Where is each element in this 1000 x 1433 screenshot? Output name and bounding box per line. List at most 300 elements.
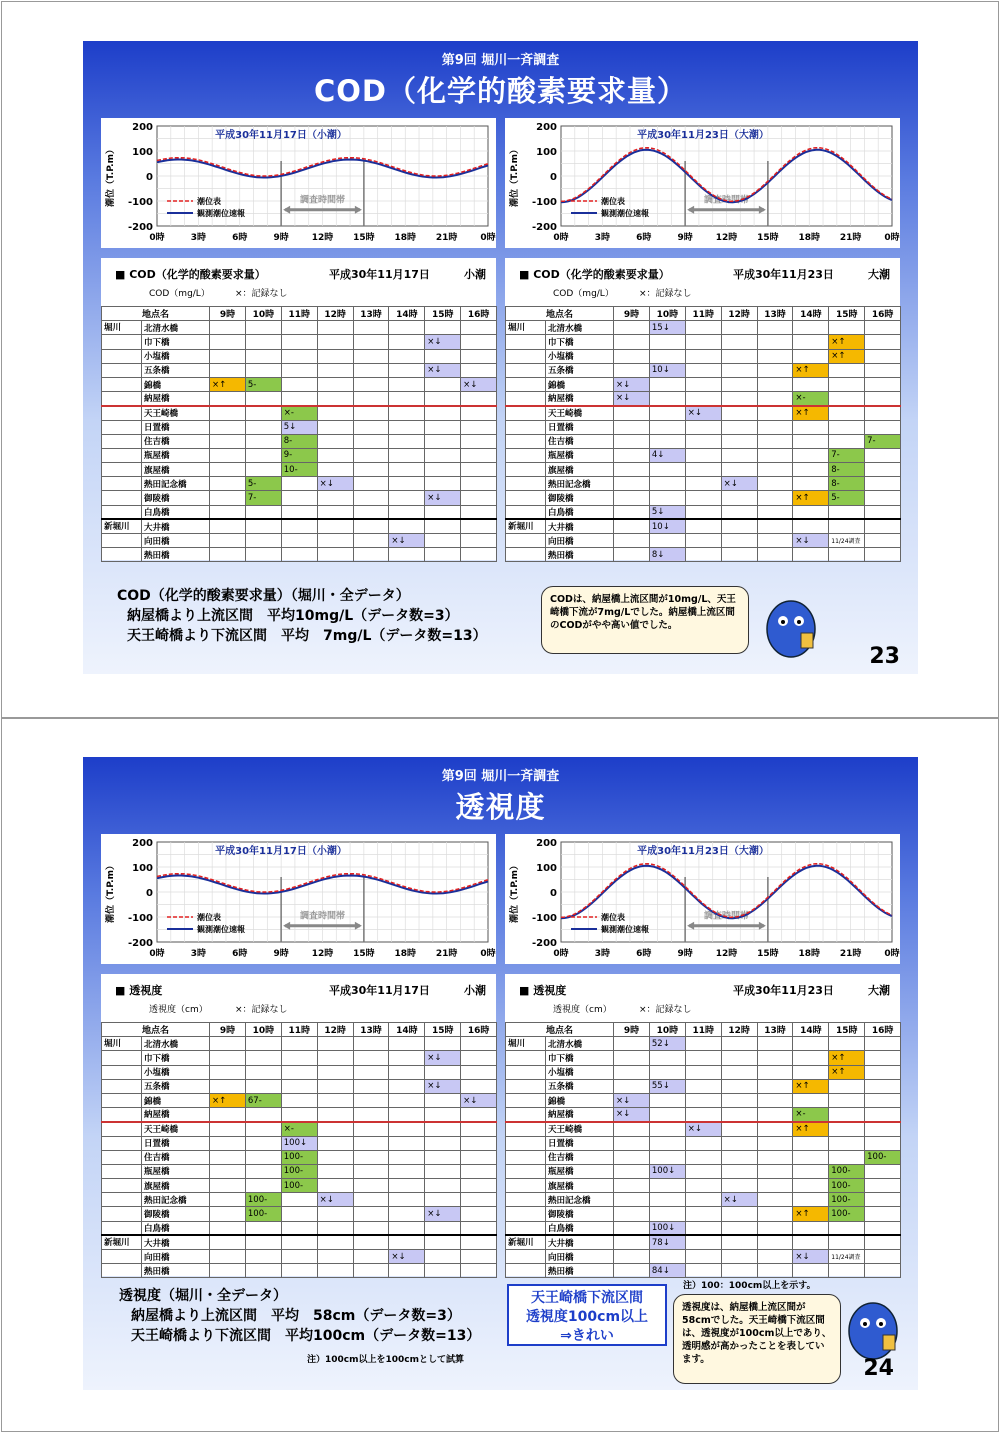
value-cell: [245, 335, 281, 349]
value-cell: [210, 463, 246, 477]
value-cell: [757, 335, 793, 349]
value-cell: [757, 519, 793, 533]
value-cell: [865, 1037, 901, 1051]
group-label: [506, 491, 546, 505]
value-cell: [721, 363, 757, 377]
value-cell: [353, 463, 389, 477]
value-cell: [685, 448, 721, 462]
value-cell: [614, 534, 650, 548]
group-label: [102, 477, 142, 491]
value-cell: [685, 463, 721, 477]
mascot-pupil: [797, 620, 801, 624]
x-tick-label: 3時: [190, 233, 207, 243]
value-cell: ×↓: [793, 1250, 829, 1264]
column-header: 10時: [649, 307, 685, 321]
value-cell: [425, 434, 461, 448]
value-cell: 5-: [829, 491, 865, 505]
value-cell: [757, 491, 793, 505]
group-label: [506, 1179, 546, 1193]
value-cell: [614, 1037, 650, 1051]
value-cell: [317, 321, 353, 335]
station-name: 納屋橋: [142, 1108, 210, 1122]
value-cell: [793, 1264, 829, 1278]
value-cell: [353, 1065, 389, 1079]
group-label: [506, 1250, 546, 1264]
table-legend-note: ×：記録なし: [235, 289, 288, 299]
value-cell: [389, 1221, 425, 1235]
value-cell: [757, 349, 793, 363]
value-cell: 7-: [829, 448, 865, 462]
value-cell: [614, 1136, 650, 1150]
value-cell: [649, 1179, 685, 1193]
group-label: [506, 1122, 546, 1136]
value-cell: [829, 1221, 865, 1235]
value-cell: ×↓: [425, 1207, 461, 1221]
station-name: 大井橋: [142, 1235, 210, 1249]
x-tick-label: 15時: [353, 949, 375, 959]
group-label: [102, 1136, 142, 1150]
table-row: [102, 463, 497, 477]
table-unit: COD（mg/L）: [149, 289, 210, 299]
table-row: [506, 1264, 901, 1278]
value-cell: 8-: [829, 463, 865, 477]
value-cell: [649, 491, 685, 505]
value-cell: [757, 534, 793, 548]
value-cell: [757, 1221, 793, 1235]
value-cell: [461, 477, 497, 491]
value-cell: [353, 420, 389, 434]
value-cell: [829, 1079, 865, 1093]
table-row: [102, 1037, 497, 1051]
table-row: [506, 1221, 901, 1235]
value-cell: 7-: [865, 434, 901, 448]
value-cell: [353, 1108, 389, 1122]
value-cell: [757, 1065, 793, 1079]
value-cell: [865, 548, 901, 562]
value-cell: [353, 1264, 389, 1278]
group-label: [506, 420, 546, 434]
station-name: 大井橋: [546, 519, 614, 533]
value-cell: 100-: [829, 1207, 865, 1221]
value-cell: 100-: [281, 1150, 317, 1164]
value-cell: [389, 477, 425, 491]
value-cell: [317, 377, 353, 391]
value-cell: [865, 1122, 901, 1136]
station-name: 熱田記念橋: [546, 1193, 614, 1207]
station-table: [505, 1022, 901, 1278]
value-cell: [210, 1264, 246, 1278]
value-cell: [461, 335, 497, 349]
x-tick-label: 12時: [311, 233, 334, 243]
y-tick-label: 200: [536, 838, 557, 849]
value-cell: [614, 1122, 650, 1136]
value-cell: [614, 519, 650, 533]
station-name: 五条橋: [546, 363, 614, 377]
table-tide: 小潮: [464, 268, 486, 281]
data-table-left: [101, 258, 496, 560]
station-name: 御陵橋: [546, 491, 614, 505]
value-cell: [757, 434, 793, 448]
value-cell: [721, 1051, 757, 1065]
value-cell: [685, 434, 721, 448]
group-label: [102, 1079, 142, 1093]
value-cell: [317, 505, 353, 519]
value-cell: [793, 1150, 829, 1164]
column-header: 9時: [614, 1023, 650, 1037]
value-cell: [865, 420, 901, 434]
table-legend-note: ×：記録なし: [639, 1005, 692, 1015]
value-cell: ×↓: [614, 1093, 650, 1107]
header-row: [102, 1023, 497, 1037]
table-row: [506, 1164, 901, 1178]
station-name: 北清水橋: [546, 321, 614, 335]
value-cell: [210, 477, 246, 491]
y-tick-label: 100: [132, 147, 153, 158]
value-cell: [389, 406, 425, 420]
value-cell: [865, 448, 901, 462]
station-name: 御陵橋: [142, 1207, 210, 1221]
value-cell: [721, 1079, 757, 1093]
value-cell: [757, 548, 793, 562]
value-cell: [317, 363, 353, 377]
value-cell: [649, 1250, 685, 1264]
value-cell: [461, 1207, 497, 1221]
value-cell: [614, 406, 650, 420]
value-cell: [614, 1179, 650, 1193]
column-header: 14時: [389, 307, 425, 321]
table-row: [506, 420, 901, 434]
station-name: 錦橋: [546, 377, 614, 391]
value-cell: [757, 363, 793, 377]
station-name: 向田橋: [546, 534, 614, 548]
value-cell: [793, 448, 829, 462]
value-cell: [865, 392, 901, 406]
table-title: ■ COD（化学的酸素要求量）: [115, 268, 266, 281]
summary-upstream: 納屋橋より上流区間 平均10mg/L（データ数=3）: [127, 608, 459, 624]
station-name: 北清水橋: [546, 1037, 614, 1051]
value-cell: ×↓: [721, 477, 757, 491]
value-cell: [757, 1051, 793, 1065]
value-cell: [829, 392, 865, 406]
value-cell: [353, 1164, 389, 1178]
table-row: [102, 519, 497, 533]
value-cell: [685, 1207, 721, 1221]
value-cell: [210, 1136, 246, 1150]
value-cell: [721, 434, 757, 448]
table-row: [506, 434, 901, 448]
value-cell: 100-: [245, 1193, 281, 1207]
value-cell: [461, 420, 497, 434]
value-cell: [721, 321, 757, 335]
mascot-pupil: [879, 1322, 883, 1326]
value-cell: [281, 377, 317, 391]
station-name: 巾下橋: [142, 335, 210, 349]
value-cell: [461, 1193, 497, 1207]
group-label: [102, 349, 142, 363]
value-cell: [389, 420, 425, 434]
value-cell: [757, 463, 793, 477]
table-row: [506, 519, 901, 533]
value-cell: 8-: [829, 477, 865, 491]
table-row: [102, 363, 497, 377]
group-label: 堀川: [506, 321, 546, 335]
column-header: 10時: [245, 1023, 281, 1037]
value-cell: [649, 1136, 685, 1150]
value-cell: 15↓: [649, 321, 685, 335]
value-cell: [281, 1108, 317, 1122]
y-tick-label: -200: [127, 222, 153, 233]
value-cell: [685, 477, 721, 491]
value-cell: ×↓: [389, 1250, 425, 1264]
value-cell: [685, 321, 721, 335]
value-cell: ×-: [281, 406, 317, 420]
station-name: 住吉橋: [142, 1150, 210, 1164]
value-cell: 84↓: [649, 1264, 685, 1278]
value-cell: 8-: [281, 434, 317, 448]
value-cell: 100↓: [649, 1221, 685, 1235]
value-cell: [685, 1150, 721, 1164]
value-cell: [685, 1093, 721, 1107]
station-name: 天王崎橋: [546, 1122, 614, 1136]
station-table: [101, 306, 497, 562]
station-name: 天王崎橋: [142, 406, 210, 420]
value-cell: [865, 477, 901, 491]
value-cell: [317, 420, 353, 434]
value-cell: [245, 1065, 281, 1079]
value-cell: [865, 1179, 901, 1193]
value-cell: [425, 1108, 461, 1122]
value-cell: [245, 392, 281, 406]
value-cell: [865, 1207, 901, 1221]
value-cell: [317, 335, 353, 349]
speech-bubble: CODは、納屋橋上流区間が10mg/L、天王崎橋下流が7mg/Lでした。納屋橋上流区間のCODがやや高い値でした。: [541, 586, 749, 654]
value-cell: [829, 321, 865, 335]
table-row: [102, 1065, 497, 1079]
station-name: 小塩橋: [546, 1065, 614, 1079]
value-cell: ×↓: [721, 1193, 757, 1207]
station-name: 熱田記念橋: [546, 477, 614, 491]
value-cell: [353, 1051, 389, 1065]
station-name: 旗屋橋: [546, 463, 614, 477]
mascot-flag: [883, 1335, 895, 1350]
value-cell: [317, 1051, 353, 1065]
x-tick-label: 6時: [232, 949, 248, 959]
chart-title: 平成30年11月23日（大潮）: [637, 846, 769, 857]
value-cell: [865, 1051, 901, 1065]
group-label: 新堀川: [506, 1235, 546, 1249]
value-cell: [210, 349, 246, 363]
group-label: [102, 1164, 142, 1178]
value-cell: [353, 363, 389, 377]
value-cell: [793, 1136, 829, 1150]
station-name: 五条橋: [142, 363, 210, 377]
station-name: 御陵橋: [546, 1207, 614, 1221]
value-cell: 5-: [245, 377, 281, 391]
value-cell: [317, 1221, 353, 1235]
value-cell: [461, 1065, 497, 1079]
value-cell: ×↓: [614, 392, 650, 406]
y-axis-label: 潮位（T.P.m）: [510, 861, 520, 923]
value-cell: [829, 519, 865, 533]
value-cell: [793, 1221, 829, 1235]
value-cell: [461, 1179, 497, 1193]
mascot-pupil: [863, 1322, 867, 1326]
value-cell: [317, 349, 353, 363]
group-label: [102, 1051, 142, 1065]
column-header: 16時: [865, 307, 901, 321]
x-tick-label: 0時: [480, 949, 496, 959]
value-cell: [829, 1150, 865, 1164]
header-row: [506, 307, 901, 321]
group-label: [506, 335, 546, 349]
value-cell: [210, 392, 246, 406]
value-cell: [353, 491, 389, 505]
summary-upstream: 納屋橋より上流区間 平均 58cm（データ数=3）: [131, 1308, 461, 1324]
legend-label: 潮位表: [197, 197, 221, 206]
value-cell: [649, 1051, 685, 1065]
value-cell: ×↑: [829, 1065, 865, 1079]
table-header: [505, 258, 900, 304]
legend-label: 観測潮位速報: [197, 925, 245, 934]
value-cell: [685, 1235, 721, 1249]
y-tick-label: -200: [531, 222, 557, 233]
value-cell: [461, 1136, 497, 1150]
value-cell: [461, 349, 497, 363]
x-tick-label: 0時: [149, 949, 165, 959]
value-cell: [685, 548, 721, 562]
value-cell: [210, 1164, 246, 1178]
value-cell: [425, 1065, 461, 1079]
value-cell: [317, 463, 353, 477]
value-cell: [757, 1108, 793, 1122]
mascot-image: [761, 593, 821, 659]
table-row: [506, 1108, 901, 1122]
column-header: 10時: [649, 1023, 685, 1037]
value-cell: [425, 1235, 461, 1249]
value-cell: [614, 448, 650, 462]
x-tick-label: 21時: [435, 949, 458, 959]
value-cell: [281, 321, 317, 335]
x-tick-label: 0時: [480, 233, 496, 243]
value-cell: [281, 1250, 317, 1264]
group-label: [102, 363, 142, 377]
y-axis-label: 潮位（T.P.m）: [106, 861, 116, 923]
value-cell: [353, 1079, 389, 1093]
summary-block: [117, 586, 487, 646]
value-cell: [353, 349, 389, 363]
value-cell: ×↑: [793, 1079, 829, 1093]
station-name: 白鳥橋: [546, 1221, 614, 1235]
value-cell: [829, 1108, 865, 1122]
value-cell: [721, 1221, 757, 1235]
value-cell: ×↓: [317, 477, 353, 491]
value-cell: [461, 505, 497, 519]
value-cell: [721, 448, 757, 462]
value-cell: [425, 534, 461, 548]
value-cell: ×↑: [829, 349, 865, 363]
x-tick-label: 0時: [149, 233, 165, 243]
value-cell: [865, 1108, 901, 1122]
value-cell: [317, 1136, 353, 1150]
value-cell: [721, 406, 757, 420]
column-header: 地点名: [102, 307, 210, 321]
table-row: [102, 1221, 497, 1235]
value-cell: [614, 1235, 650, 1249]
value-cell: [461, 1264, 497, 1278]
table-row: [102, 448, 497, 462]
value-cell: [245, 406, 281, 420]
data-table-right: [505, 974, 900, 1276]
value-cell: [721, 519, 757, 533]
value-cell: [865, 505, 901, 519]
group-label: [102, 392, 142, 406]
value-cell: [793, 434, 829, 448]
value-cell: [210, 1250, 246, 1264]
group-label: [102, 1093, 142, 1107]
value-cell: [353, 534, 389, 548]
value-cell: [865, 463, 901, 477]
value-cell: [210, 1065, 246, 1079]
value-cell: [865, 1079, 901, 1093]
table-tide: 大潮: [868, 268, 890, 281]
value-cell: [757, 1235, 793, 1249]
value-cell: [425, 1250, 461, 1264]
group-label: [506, 1150, 546, 1164]
value-cell: 100↓: [281, 1136, 317, 1150]
value-cell: [317, 1150, 353, 1164]
value-cell: [210, 1193, 246, 1207]
value-cell: ×↓: [389, 534, 425, 548]
table-row: [506, 1235, 901, 1249]
value-cell: [281, 534, 317, 548]
value-cell: [425, 321, 461, 335]
table-row: [506, 377, 901, 391]
column-header: 13時: [757, 1023, 793, 1037]
value-cell: [721, 463, 757, 477]
group-label: [102, 1221, 142, 1235]
column-header: 14時: [793, 1023, 829, 1037]
value-cell: [614, 1065, 650, 1079]
value-cell: [389, 434, 425, 448]
value-cell: [425, 548, 461, 562]
value-cell: [245, 420, 281, 434]
value-cell: [649, 392, 685, 406]
table-row: [506, 463, 901, 477]
station-name: 巾下橋: [142, 1051, 210, 1065]
value-cell: [721, 505, 757, 519]
x-tick-label: 12時: [311, 949, 334, 959]
group-label: [506, 1207, 546, 1221]
table-row: [506, 349, 901, 363]
value-cell: [721, 1037, 757, 1051]
value-cell: [317, 1037, 353, 1051]
value-cell: [461, 434, 497, 448]
table-header: [101, 258, 496, 304]
y-tick-label: -100: [127, 197, 153, 208]
value-cell: [389, 491, 425, 505]
column-header: 11時: [281, 1023, 317, 1037]
value-cell: [865, 363, 901, 377]
value-cell: [649, 1122, 685, 1136]
value-cell: [793, 1179, 829, 1193]
group-label: [102, 1150, 142, 1164]
value-cell: [425, 1122, 461, 1136]
value-cell: [649, 1193, 685, 1207]
value-cell: [757, 1250, 793, 1264]
value-cell: [829, 1122, 865, 1136]
slide-transparency: [83, 757, 918, 1390]
highlight-line-3: ⇒きれい: [560, 1328, 614, 1344]
